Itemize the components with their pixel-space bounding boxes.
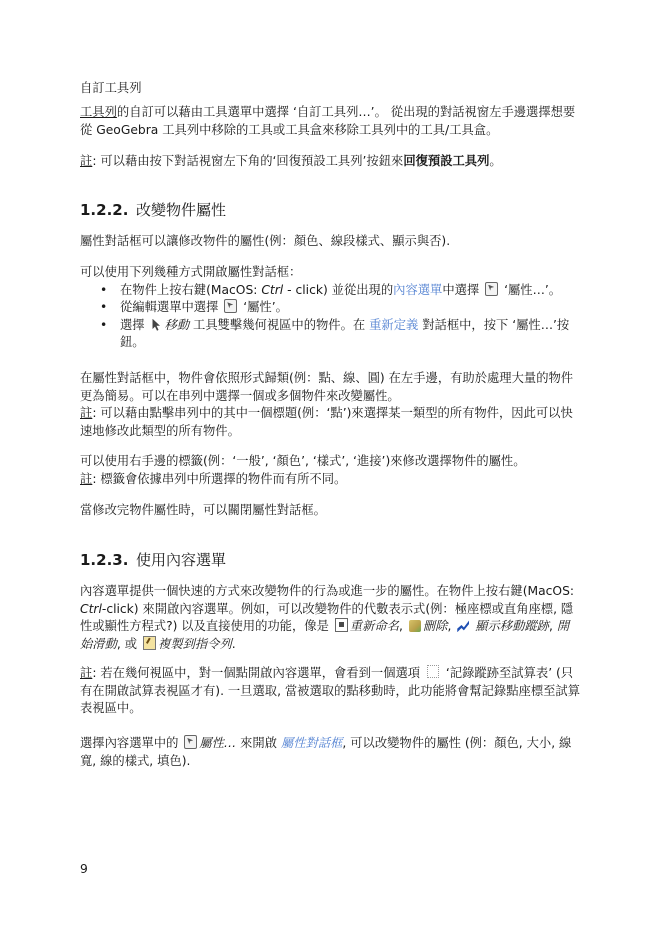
note-label: 註 [80, 154, 93, 168]
paragraph-text: 內容選單提供一個快速的方式來改變物件的行為或進一步的屬性。在物件上按右鍵(MacOS: [80, 584, 575, 598]
delete-icon [409, 620, 421, 632]
paragraph-text: 屬性對話框可以讓修改物件的屬性(例：顏色、線段樣式、顯示與否). [80, 234, 451, 248]
rename-text: 重新命名 [349, 619, 399, 634]
list-item [80, 317, 580, 352]
or-text: 或 [124, 636, 138, 651]
properties-icon [485, 282, 498, 296]
bullet-list [80, 282, 580, 352]
properties-text: 屬性… [199, 736, 237, 750]
section-title: 改變物件屬性 [136, 201, 227, 219]
section-heading-1-2-3 [80, 549, 226, 570]
animate-text: 開始滑動 [80, 619, 570, 651]
trace-icon [457, 620, 469, 632]
note-record-to-spreadsheet [80, 665, 580, 718]
properties-icon [184, 735, 197, 749]
copy-to-input-text: 複製到指令列 [157, 636, 232, 651]
ctrl-key-text: Ctrl [80, 601, 102, 616]
properties-icon [224, 299, 237, 313]
paragraph-properties-from-menu [80, 735, 580, 770]
note-label: 註 [80, 666, 93, 680]
rename-icon [335, 618, 348, 632]
paragraph-text: 可以使用右手邊的標籤(例：‘一般’, ‘顏色’, ‘樣式’, ‘進接’)來修改選擇物件的屬性。 [80, 454, 526, 468]
paragraph-text: 來開啟 [236, 736, 281, 750]
list-text: 選擇 [120, 317, 149, 332]
delete-text: 刪除 [422, 619, 448, 634]
list-text: 從編輯選單中選擇 [120, 300, 223, 315]
paragraph-custom-toolbar [80, 104, 580, 139]
list-text: ‘屬性…’。 [500, 282, 562, 297]
note-text: : 可以藉由點擊串列中的其中一個標題(例：‘點’)來選擇某一類型的所有物件，因此可以快速地修改此類型的所有物件。 [80, 406, 573, 438]
subheading-text: 自訂工具列 [80, 81, 142, 95]
list-text: 工具雙擊幾何視區中的物件。在 [189, 317, 370, 332]
paragraph-properties-dialog [80, 370, 580, 440]
move-tool-text: 移動 [164, 317, 190, 332]
note-text: ‘記錄蹤跡至試算表’ (只有在開啟試算表視區才有). 一旦選取, 當被選取的點移動時，此功能將會幫記錄點座標至試算表視區中。 [80, 666, 581, 716]
toolbar-link[interactable]: 工具列 [80, 105, 117, 119]
paragraph-text: 的自訂可以藉由工具選單中選擇 ‘自訂工具列…’。 從出現的對話視窗左手邊選擇想要從 GeoGebra 工具列中移除的工具或工具盒來移除工具列中的工具/工具盒。 [80, 105, 576, 137]
note-restore-toolbar [80, 153, 580, 171]
paragraph-close-dialog [80, 502, 580, 520]
page-number: 9 [80, 862, 88, 876]
section-heading-1-2-2 [80, 199, 226, 220]
section-number: 1.2.2. [80, 201, 129, 219]
list-item [80, 299, 580, 317]
record-spreadsheet-icon [427, 665, 439, 678]
list-text: 中選擇 [442, 282, 484, 297]
move-tool-icon [152, 319, 162, 331]
section-number: 1.2.3. [80, 551, 129, 569]
list-text: 在物件上按右鍵(MacOS: [120, 282, 262, 297]
ctrl-key-text: Ctrl [261, 282, 284, 297]
bullet-dot: • [100, 282, 108, 297]
list-intro: 可以使用下列幾種方式開啟屬性對話框： [80, 265, 302, 279]
paragraph-text: 在屬性對話框中，物件會依照形式歸類(例：點、線、圓) 在左手邊，有助於處理大量的物件更為簡易。可以在串列中選擇一個或多個物件來改變屬性。 [80, 371, 574, 403]
paragraph-text: 選擇內容選單中的 [80, 736, 183, 750]
subheading-custom-toolbar [80, 80, 580, 98]
paragraph-text: 當修改完物件屬性時，可以關閉屬性對話框。 [80, 503, 326, 517]
section-title: 使用內容選單 [136, 551, 227, 569]
properties-dialog-link[interactable]: 屬性對話框 [280, 736, 343, 750]
list-text: 對話框中，按下 ‘屬性…’按鈕。 [120, 317, 570, 350]
bullet-dot: • [100, 317, 108, 332]
note-text-end: 。 [489, 154, 502, 168]
context-menu-link[interactable]: 內容選單 [393, 282, 443, 297]
restore-default-toolbar-term: 回復預設工具列 [403, 154, 490, 168]
copy-to-input-icon [143, 636, 156, 650]
paragraph-tabs [80, 453, 580, 488]
note-label: 註 [80, 471, 93, 486]
paragraph-text: , 可以改變物件的屬性 (例：顏色, 大小, 線寬, 線的樣式, 填色). [80, 736, 572, 768]
trace-text: 顯示移動蹤跡 [475, 619, 549, 634]
paragraph-properties-intro [80, 233, 580, 251]
paragraph-text: -click) 來開啟內容選單。例如，可以改變物件的代數表示式(例：極座標或直角座標, 隱性或顯性方程式?) 以及直接使用的功能，像是 [80, 601, 574, 634]
paragraph-context-menu: 內容選單提供一個快速的方式來改變物件的行為或進一步的屬性。在物件上按右鍵(MacOS: Ctrl-click) 來開啟內容選單。例如，可以改變物件的代數表示式(例：極座標或直角座標, 隱性或顯性方程式?) 以及直接使用的功能，像是 重新命名, 刪除, 顯示移動蹤跡, 開始滑動, 或 複製到指令列. [80, 584, 575, 651]
list-text: ‘屬性’。 [239, 300, 288, 315]
paragraph-open-methods [80, 264, 580, 352]
note-text: : 可以藉由按下對話視窗左下角的‘回復預設工具列’按鈕來 [92, 154, 404, 168]
list-text: - click) 並從出現的 [283, 282, 394, 297]
bullet-dot: • [100, 300, 108, 315]
note-text: : 標籤會依據串列中所選擇的物件而有所不同。 [92, 471, 347, 486]
note-text: : 若在幾何視區中，對一個點開啟內容選單，會看到一個選項 [92, 666, 424, 680]
note-label: 註 [80, 406, 93, 421]
redefine-link[interactable]: 重新定義 [369, 317, 419, 332]
list-item [80, 282, 580, 300]
